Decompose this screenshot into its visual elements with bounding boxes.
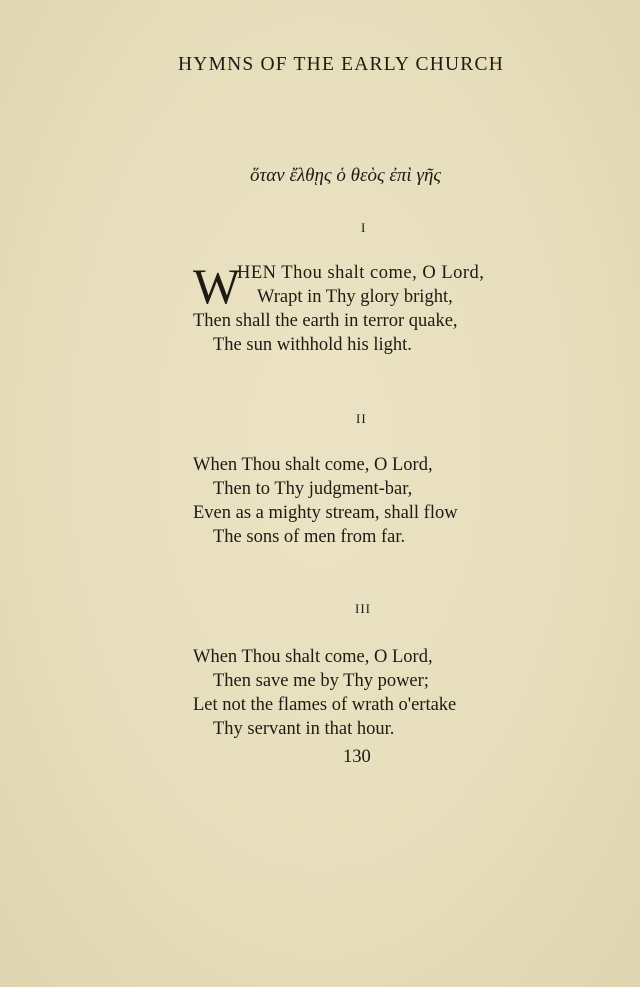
stanza-3-line-2: Then save me by Thy power; [213, 671, 429, 691]
running-head: HYMNS OF THE EARLY CHURCH [178, 54, 504, 75]
stanza-3-line-4: Thy servant in that hour. [213, 719, 395, 739]
stanza-2 [193, 453, 458, 549]
stanza-3-line-1: When Thou shalt come, O Lord, [193, 647, 433, 667]
stanza-1-line-4: The sun withhold his light. [213, 335, 412, 355]
stanza-numeral-2: II [356, 411, 367, 426]
stanza-1-line-2: Wrapt in Thy glory bright, [257, 287, 453, 307]
stanza-2-line-4: The sons of men from far. [213, 527, 406, 547]
stanza-1-opening [193, 258, 485, 314]
drop-cap: W [193, 258, 241, 314]
stanza-2-line-2: Then to Thy judgment-bar, [213, 479, 413, 499]
stanza-1 [193, 258, 485, 357]
stanza-2-line-3: Even as a mighty stream, shall flow [193, 503, 458, 523]
stanza-numeral-3: III [355, 601, 371, 616]
greek-title: ὅταν ἔλθῃς ὁ θεὸς ἐπὶ γῆς [250, 165, 442, 186]
stanza-1-line-1: HEN Thou shalt come, O Lord, [237, 263, 485, 283]
stanza-2-line-1: When Thou shalt come, O Lord, [193, 455, 433, 475]
page-number: 130 [343, 747, 371, 767]
stanza-numeral-1: I [361, 220, 367, 235]
stanza-3-line-3: Let not the flames of wrath o'ertake [193, 695, 457, 715]
stanza-3 [193, 645, 456, 741]
stanza-1-line-3: Then shall the earth in terror quake, [193, 311, 458, 331]
